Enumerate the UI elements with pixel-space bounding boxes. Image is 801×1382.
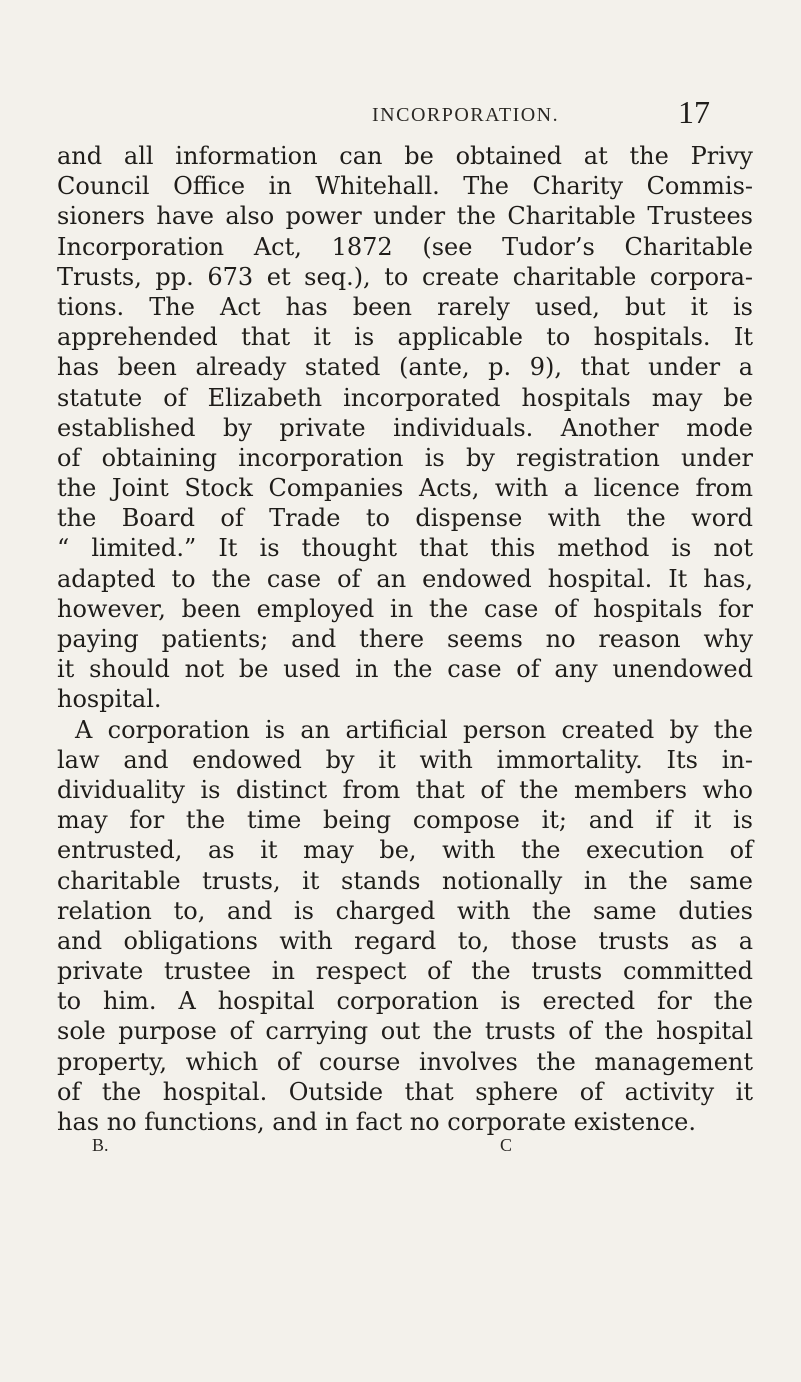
text-line: sioners have also power under the Charitable Trustees — [57, 202, 753, 231]
text-line: statute of Elizabeth incorporated hospitals may be — [57, 383, 753, 412]
text-line: property, which of course involves the management — [57, 1047, 753, 1076]
text-line: and obligations with regard to, those trusts as a — [57, 926, 753, 955]
text-line: Council Office in Whitehall. The Charity Commis- — [57, 172, 753, 201]
text-line: has been already stated (ante, p. 9), that under a — [57, 353, 753, 382]
body-text — [57, 141, 753, 1137]
signature-mark-left: B. — [92, 1135, 109, 1155]
text-line: has no functions, and in fact no corporate existence. — [57, 1108, 696, 1136]
signature-mark-right: C — [500, 1135, 513, 1155]
text-line: it should not be used in the case of any unendowed — [57, 655, 753, 684]
text-line: relation to, and is charged with the same duties — [57, 896, 753, 925]
text-line: to him. A hospital corporation is erected for the — [57, 987, 753, 1016]
text-line: charitable trusts, it stands notionally in the same — [57, 866, 753, 895]
page-header — [0, 94, 801, 138]
running-head: INCORPORATION. — [372, 104, 560, 126]
text-line: hospital. — [57, 685, 162, 714]
text-line: law and endowed by it with immortality. Its in- — [57, 745, 753, 774]
text-line: of the hospital. Outside that sphere of activity it — [57, 1077, 753, 1106]
text-line: paying patients; and there seems no reason why — [57, 625, 753, 653]
text-line: the Joint Stock Companies Acts, with a licence from — [57, 474, 753, 503]
page-footer — [0, 1135, 801, 1165]
text-line: Trusts, pp. 673 et seq.), to create charitable corpora- — [57, 262, 753, 291]
text-line: Incorporation Act, 1872 (see Tudor’s Charitable — [57, 232, 753, 261]
text-line: entrusted, as it may be, with the execution of — [57, 836, 753, 865]
text-line: the Board of Trade to dispense with the word — [57, 504, 753, 533]
text-line: adapted to the case of an endowed hospital. It has, — [57, 564, 753, 593]
page-number: 17 — [678, 94, 710, 130]
text-line: however, been employed in the case of hospitals for — [57, 594, 753, 623]
text-line: and all information can be obtained at the Privy — [57, 142, 753, 170]
text-line: may for the time being compose it; and if it is — [57, 806, 753, 835]
text-line: tions. The Act has been rarely used, but it is — [57, 292, 753, 321]
text-line: dividuality is distinct from that of the members who — [57, 775, 753, 804]
text-line: A corporation is an artificial person created by the — [75, 715, 753, 744]
text-line: private trustee in respect of the trusts committed — [57, 957, 753, 986]
text-line: sole purpose of carrying out the trusts of the hospital — [57, 1017, 753, 1046]
text-line: of obtaining incorporation is by registration under — [57, 443, 753, 472]
text-line: established by private individuals. Another mode — [57, 413, 753, 442]
text-line: apprehended that it is applicable to hospitals. It — [57, 323, 753, 352]
text-line: “ limited.” It is thought that this method is not — [57, 534, 753, 563]
